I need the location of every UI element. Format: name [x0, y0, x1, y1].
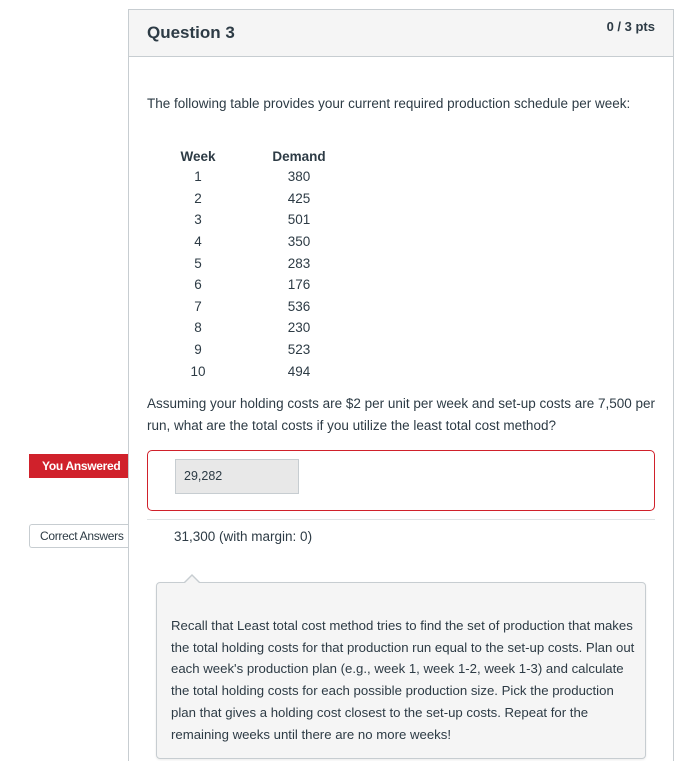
you-answered-label: You Answered — [29, 454, 132, 478]
feedback-box — [156, 582, 646, 759]
week-cell: 5 — [194, 255, 202, 271]
week-cell: 9 — [194, 342, 202, 358]
correct-answers-label-text: Correct Answers — [40, 529, 124, 543]
demand-cell: 501 — [287, 212, 311, 228]
question-intro: The following table provides your current required production schedule per week: — [147, 96, 631, 111]
table-row — [165, 252, 367, 274]
demand-cell: 230 — [287, 320, 311, 336]
table-row — [165, 188, 367, 210]
question-card — [128, 9, 674, 761]
week-cell: 2 — [194, 190, 202, 206]
table-row — [165, 231, 367, 253]
week-cell: 4 — [194, 234, 202, 250]
week-cell: 7 — [194, 298, 202, 314]
production-schedule-table — [165, 146, 367, 382]
table-row — [165, 360, 367, 382]
demand-cell: 380 — [287, 169, 311, 185]
demand-cell: 536 — [287, 298, 311, 314]
table-row — [165, 296, 367, 318]
feedback-arrow-fill — [184, 576, 200, 584]
correct-answers-label — [29, 524, 137, 548]
table-header-week: Week — [180, 148, 216, 164]
demand-cell: 350 — [287, 234, 311, 250]
answer-input: 29,282 — [175, 459, 299, 494]
your-answer-box — [147, 450, 655, 511]
correct-answer-value: 31,300 (with margin: 0) — [174, 529, 313, 544]
demand-cell: 425 — [287, 190, 311, 206]
question-title: Question 3 — [147, 23, 235, 42]
table-header-demand: Demand — [272, 148, 326, 164]
question-header — [129, 10, 673, 57]
table-row — [165, 209, 367, 231]
week-cell: 10 — [190, 363, 206, 379]
table-row — [165, 317, 367, 339]
demand-cell: 494 — [287, 363, 311, 379]
week-cell: 3 — [194, 212, 202, 228]
week-cell: 6 — [194, 277, 202, 293]
question-points: 0 / 3 pts — [606, 19, 655, 34]
question-prompt: Assuming your holding costs are $2 per unit per week and set-up costs are 7,500 per run, what are the total costs if you utilize the least total cost method? — [147, 396, 656, 433]
feedback-text: Recall that Least total cost method tries to find the set of production that makes the total holding costs for that production run equal to the set-up costs. Plan out each week's production plan (e.g., week 1, week 1-2, week 1-3) and calculate the total holding costs for each possible production size. Pick the production plan that gives a holding cost closest to the set-up costs. Repeat for the remaining weeks until there are no more weeks! — [171, 618, 635, 742]
table-header-row — [165, 146, 367, 166]
table-row — [165, 274, 367, 296]
week-cell: 8 — [194, 320, 202, 336]
table-row — [165, 339, 367, 361]
table-row — [165, 166, 367, 188]
week-cell: 1 — [194, 169, 202, 185]
demand-cell: 283 — [287, 255, 311, 271]
divider — [147, 519, 655, 520]
demand-cell: 523 — [287, 342, 311, 358]
demand-cell: 176 — [287, 277, 311, 293]
